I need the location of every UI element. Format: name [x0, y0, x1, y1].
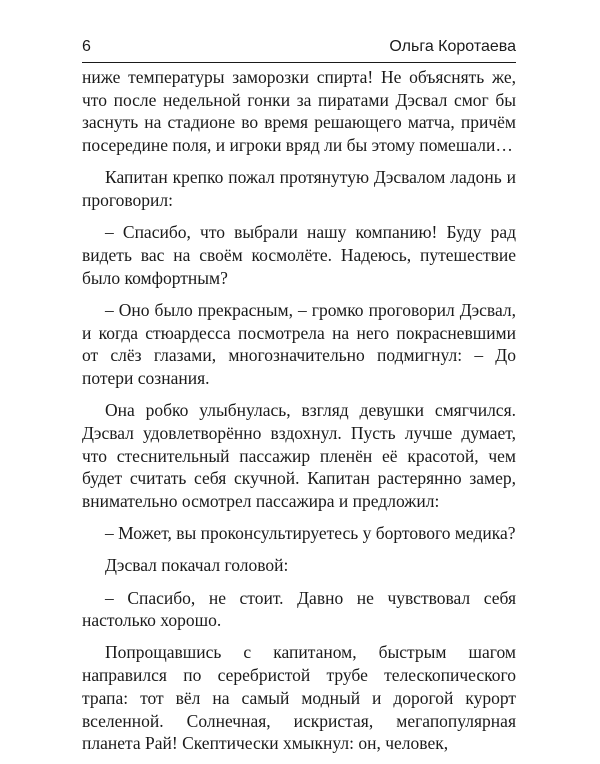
paragraph: Капитан крепко пожал протянутую Дэсвалом ладонь и проговорил:: [82, 167, 516, 211]
paragraph: Она робко улыбнулась, взгляд девушки смягчился. Дэсвал удовлетворённо вздохнул. Пусть лучше думает, что стеснительный пассажир пленён её красотой, чем будет считать себя скучной. Капитан растерянно замер, внимательно осмотрел пассажира и предложил:: [82, 400, 516, 511]
page-number: 6: [82, 38, 91, 55]
paragraph: – Может, вы проконсультируетесь у бортового медика?: [105, 523, 516, 544]
body-text: [82, 66, 516, 764]
paragraph: Дэсвал покачал головой:: [105, 555, 289, 576]
running-header: [82, 36, 516, 60]
paragraph: Попрощавшись с капитаном, быстрым шагом направился по серебристой трубе телескопического трапа: тот вёл на самый модный и дорогой курорт вселенной. Солнечная, искристая, мегапопулярная планета Рай! Скептически хмыкнул: он, человек,: [82, 642, 516, 754]
paragraph: – Спасибо, что выбрали нашу компанию! Буду рад видеть вас на своём космолёте. Надеюсь, путешествие было комфортным?: [82, 222, 516, 288]
author-name: Ольга Коротаева: [389, 38, 516, 55]
paragraph: – Спасибо, не стоит. Давно не чувствовал себя настолько хорошо.: [82, 587, 516, 631]
header-rule: [82, 62, 516, 63]
paragraph: – Оно было прекрасным, – громко проговорил Дэсвал, и когда стюардесса посмотрела на него покрасневшими от слёз глазами, многозначительно подмигнул: – До потери сознания.: [82, 299, 516, 388]
paragraph: ниже температуры заморозки спирта! Не объяснять же, что после недельной гонки за пиратами Дэсвал смог бы заснуть на стадионе во время решающего матча, причём посередине поля, и игроки вряд ли бы этому помешали…: [82, 67, 516, 156]
